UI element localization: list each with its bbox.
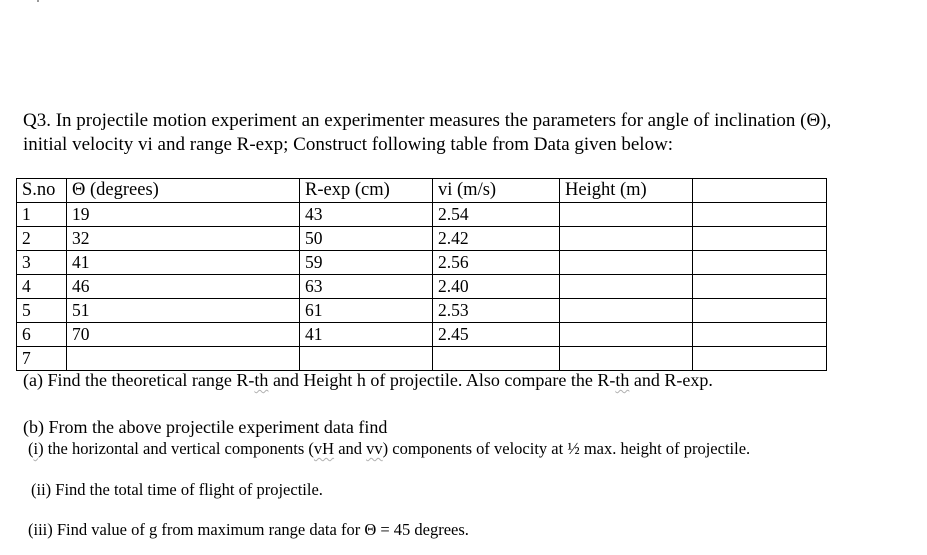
- table-cell: 51: [67, 299, 300, 323]
- part-b-i-post: ) components of velocity at ½ max. height of projectile.: [382, 439, 751, 458]
- table-cell: [560, 299, 693, 323]
- table-cell: 70: [67, 323, 300, 347]
- table-header-row: [17, 179, 827, 203]
- table-row: [17, 227, 827, 251]
- table-cell: 46: [67, 275, 300, 299]
- table-cell: 2.40: [433, 275, 560, 299]
- table-cell: 41: [67, 251, 300, 275]
- table-cell: [560, 347, 693, 371]
- table-cell: 1: [17, 203, 67, 227]
- question-line-2: initial velocity vi and range R-exp; Construct following table from Data given below:: [23, 134, 674, 155]
- table-cell: 6: [17, 323, 67, 347]
- part-b-intro: (b) From the above projectile experiment data find: [23, 417, 388, 437]
- part-b-i-and: and: [334, 439, 367, 458]
- part-a-pre: (a) Find the theoretical range R-: [23, 370, 255, 390]
- table-cell: 2.54: [433, 203, 560, 227]
- table-cell: 7: [17, 347, 67, 371]
- table-cell: [433, 347, 560, 371]
- table-cell: 2.45: [433, 323, 560, 347]
- table-cell: 5: [17, 299, 67, 323]
- column-header: [693, 179, 827, 203]
- table-cell: [67, 347, 300, 371]
- table-row: [17, 275, 827, 299]
- table-cell: [560, 251, 693, 275]
- part-a-mid: and Height h of projectile. Also compare the R-: [268, 370, 616, 390]
- table-cell: [693, 227, 827, 251]
- column-header: Height (m): [560, 179, 693, 203]
- table-cell: 63: [300, 275, 433, 299]
- table-cell: 32: [67, 227, 300, 251]
- table-cell: 4: [17, 275, 67, 299]
- part-b-ii: (ii) Find the total time of flight of projectile.: [31, 480, 323, 499]
- table-row: [17, 203, 827, 227]
- column-header: S.no: [17, 179, 67, 203]
- table-cell: [560, 275, 693, 299]
- column-header: R-exp (cm): [300, 179, 433, 203]
- table-cell: 2: [17, 227, 67, 251]
- table-cell: [560, 323, 693, 347]
- part-b-i-vv: vv: [366, 439, 383, 458]
- table-cell: [560, 227, 693, 251]
- table-cell: 59: [300, 251, 433, 275]
- table-row: [17, 299, 827, 323]
- column-header: Θ (degrees): [67, 179, 300, 203]
- table-row: [17, 347, 827, 371]
- table-cell: [693, 203, 827, 227]
- table-cell: 50: [300, 227, 433, 251]
- column-header: vi (m/s): [433, 179, 560, 203]
- part-a-text: [23, 370, 713, 391]
- table-cell: [693, 275, 827, 299]
- part-b-iii: (iii) Find value of g from maximum range data for Θ = 45 degrees.: [28, 520, 469, 539]
- table-cell: 2.56: [433, 251, 560, 275]
- table-cell: 43: [300, 203, 433, 227]
- table-cell: [300, 347, 433, 371]
- part-a-th-2: th: [615, 370, 630, 390]
- table-cell: 2.53: [433, 299, 560, 323]
- data-table-body: [17, 179, 827, 371]
- table-cell: 2.42: [433, 227, 560, 251]
- question-line-1: Q3. In projectile motion experiment an experimenter measures the parameters for angle of inclination (Θ),: [23, 110, 832, 131]
- table-cell: 3: [17, 251, 67, 275]
- stray-mark: [37, 0, 39, 2]
- table-cell: [560, 203, 693, 227]
- table-row: [17, 251, 827, 275]
- table-cell: 61: [300, 299, 433, 323]
- table-cell: 41: [300, 323, 433, 347]
- part-b-i-open: (: [28, 439, 34, 458]
- table-cell: 19: [67, 203, 300, 227]
- part-a-post: and R-exp.: [629, 370, 713, 390]
- table-row: [17, 323, 827, 347]
- part-b-i-vh: vH: [313, 439, 335, 458]
- question-heading: [23, 109, 903, 157]
- part-b-i-mark: i: [33, 439, 39, 458]
- table-cell: [693, 323, 827, 347]
- table-cell: [693, 251, 827, 275]
- part-b-i-pre: ) the horizontal and vertical components (: [38, 439, 314, 458]
- table-cell: [693, 299, 827, 323]
- table-cell: [693, 347, 827, 371]
- part-b-i: [28, 439, 750, 459]
- part-a-th-1: th: [254, 370, 269, 390]
- data-table: [16, 178, 827, 371]
